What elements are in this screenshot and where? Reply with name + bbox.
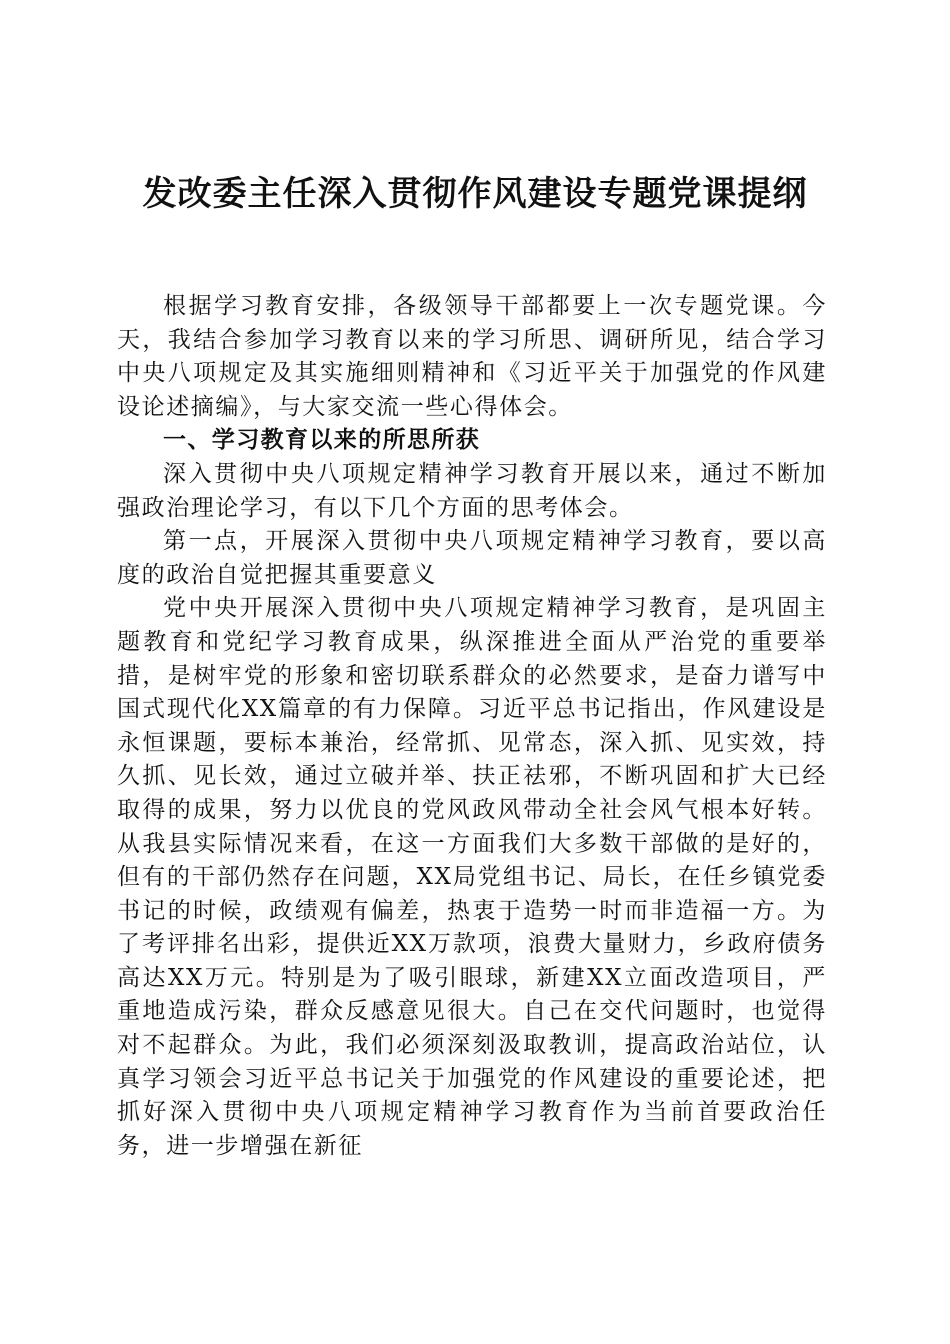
paragraph-point-1-body: 党中央开展深入贯彻中央八项规定精神学习教育，是巩固主题教育和党纪学习教育成果，纵深推进全面从严治党的重要举措，是树牢党的形象和密切联系群众的必然要求，是奋力谱写中国式现代化XX篇章的有力保障。习近平总书记指出，作风建设是永恒课题，要标本兼治，经常抓、见常态，深入抓、见实效，持久抓、见长效，通过立破并举、扶正祛邪，不断巩固和扩大已经取得的成果，努力以优良的党风政风带动全社会风气根本好转。从我县实际情况来看，在这一方面我们大多数干部做的是好的，但有的干部仍然存在问题，XX局党组书记、局长，在任乡镇党委书记的时候，政绩观有偏差，热衷于造势一时而非造福一方。为了考评排名出彩，提供近XX万款项，浪费大量财力，乡政府债务高达XX万元。特别是为了吸引眼球，新建XX立面改造项目，严重地造成污染，群众反感意见很大。自己在交代问题时，也觉得对不起群众。为此，我们必须深刻汲取教训，提高政治站位，认真学习领会习近平总书记关于加强党的作风建设的重要论述，把抓好深入贯彻中央八项规定精神学习教育作为当前首要政治任务，进一步增强在新征 <box>117 595 827 1159</box>
paragraph-point-1-title: 第一点，开展深入贯彻中央八项规定精神学习教育，要以高度的政治自觉把握其重要意义 <box>117 528 827 588</box>
document-title: 发改委主任深入贯彻作风建设专题党课提纲 <box>142 174 808 214</box>
paragraph-intro: 根据学习教育安排，各级领导干部都要上一次专题党课。今天，我结合参加学习教育以来的学习所思、调研所见，结合学习中央八项规定及其实施细则精神和《习近平关于加强党的作风建设论述摘编》，与大家交流一些心得体会。 <box>117 293 827 420</box>
paragraph-overview: 深入贯彻中央八项规定精神学习教育开展以来，通过不断加强政治理论学习，有以下几个方面的思考体会。 <box>117 460 827 521</box>
document-body <box>117 290 827 1163</box>
section-heading-1: 一、学习教育以来的所思所获 <box>163 427 481 454</box>
